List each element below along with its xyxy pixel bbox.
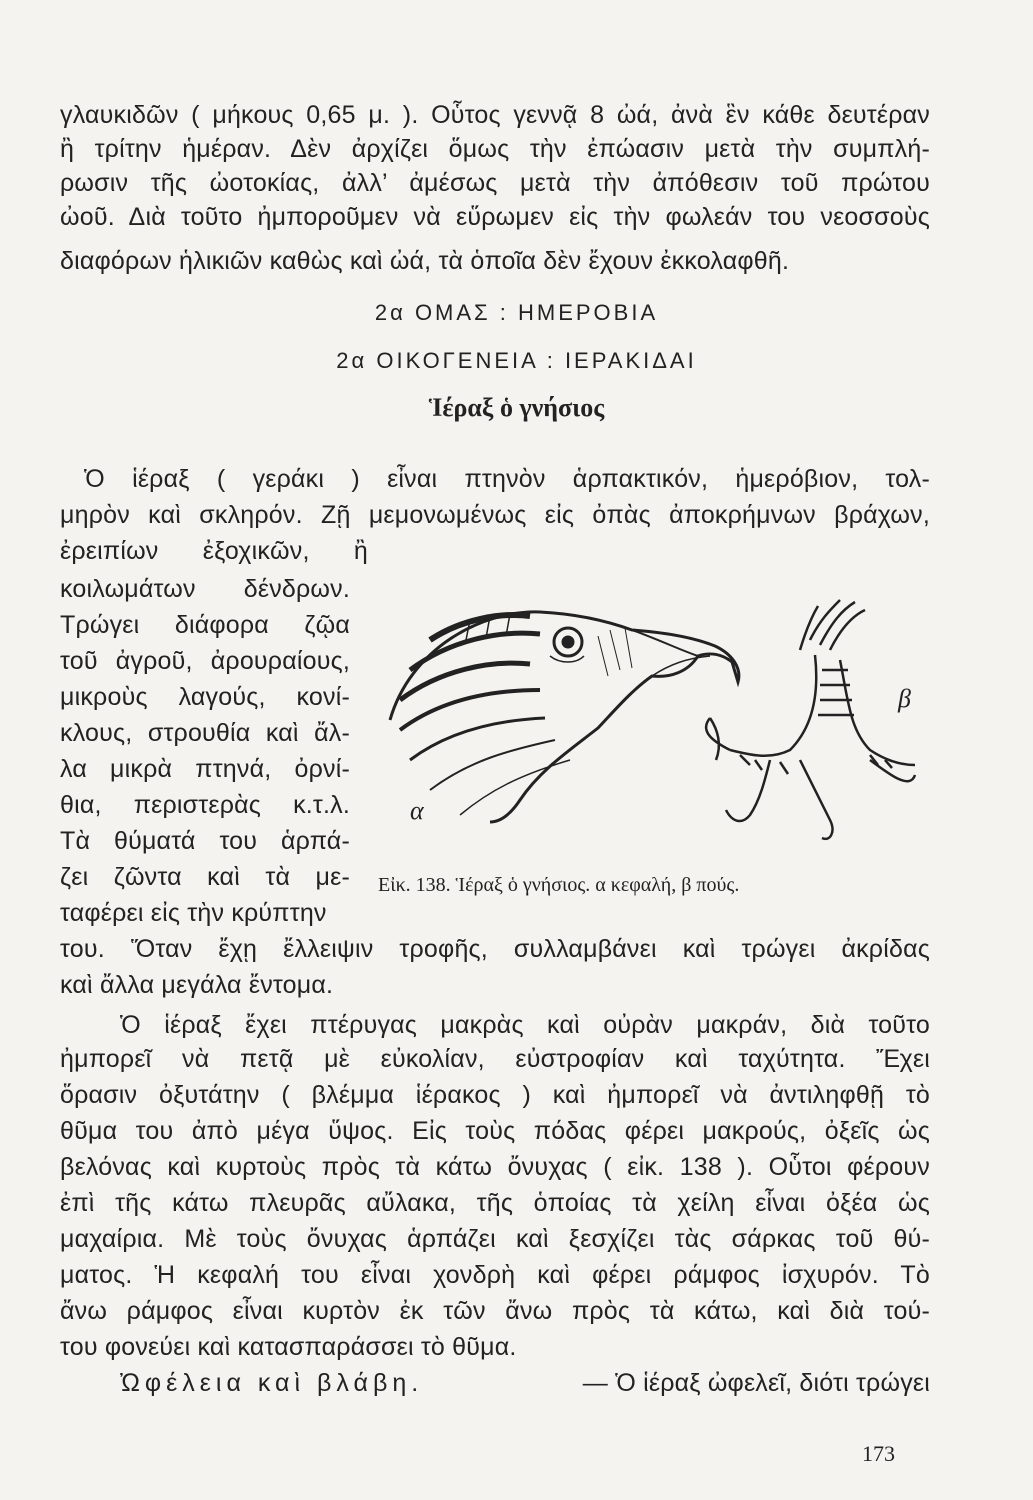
text-line: ματος. Ἡ κεφαλή του εἶναι χονδρὴ καὶ φέρει ράμφος ἰσχυρόν. Τὸ <box>60 1261 930 1289</box>
text-line: Ὁ ἱέραξ ἔχει πτέρυγας μακρὰς καὶ οὐρὰν μακράν, διὰ τοῦτο <box>120 1011 930 1039</box>
text-line: Ὁ ἱέραξ ( γεράκι ) εἶναι πτηνὸν ἁρπακτικόν, ἡμερόβιον, τολ- <box>84 465 930 493</box>
text-line: ταφέρει εἰς τὴν κρύπτην <box>60 899 327 927</box>
text-line: καὶ ἄλλα μεγάλα ἔντομα. <box>60 971 334 999</box>
figure-caption: Εἰκ. 138. Ἱέραξ ὁ γνήσιος. α κεφαλή, β πούς. <box>378 874 740 896</box>
text-line: ζει ζῶντα καὶ τὰ με- <box>60 863 350 891</box>
benefit-text: — Ὁ ἱέραξ ὠφελεῖ, διότι τρώγει <box>582 1369 930 1397</box>
text-line: θῦμα του ἀπὸ μέγα ὕψος. Εἰς τοὺς πόδας φέρει μακρούς, ὀξεῖς ὡς <box>60 1117 930 1145</box>
text-line: μηρὸν καὶ σκληρόν. Ζῇ μεμονωμένως εἰς ὀπὰς ἀποκρήμνων βράχων, <box>60 501 930 529</box>
text-line: τοῦ ἀγροῦ, ἀρουραίους, <box>60 647 350 675</box>
text-line: ὠοῦ. Διὰ τοῦτο ἠμποροῦμεν νὰ εὕρωμεν εἰς τὴν φωλεάν του νεοσσοὺς <box>60 203 930 231</box>
text-line: ἄνω ράμφος εἶναι κυρτὸν ἐκ τῶν ἄνω πρὸς τὰ κάτω, καὶ διὰ τού- <box>60 1297 930 1325</box>
text-line: βελόνας καὶ κυρτοὺς πρὸς τὰ κάτω ὄνυχας ( εἰκ. 138 ). Οὗτοι φέρουν <box>60 1153 930 1181</box>
text-line: ὅρασιν ὀξυτάτην ( βλέμμα ἱέρακος ) καὶ ἠμπορεῖ νὰ ἀντιληφθῇ τὸ <box>60 1081 930 1109</box>
benefit-line <box>120 1366 930 1400</box>
text-line: ἐπὶ τῆς κάτω πλευρᾶς αὔλακα, τῆς ὁποίας τὰ χείλη εἶναι ὀξέα ὡς <box>60 1189 930 1217</box>
text-line: κλους, στρουθία καὶ ἄλ- <box>60 719 350 747</box>
text-line: Τὰ θύματά του ἁρπά- <box>60 827 350 855</box>
hawk-illustration <box>370 560 930 860</box>
benefit-heading: Ὠφέλεια καὶ βλάβη. <box>120 1369 424 1397</box>
text-line: ἐρειπίων ἐξοχικῶν, ἢ <box>60 537 368 565</box>
figure-label-b: β <box>898 684 911 713</box>
text-line: λα μικρὰ πτηνά, ὀρνί- <box>60 755 350 783</box>
species-title: Ἱέραξ ὁ γνήσιος <box>428 393 605 422</box>
text-line: μικροὺς λαγούς, κονί- <box>60 683 350 711</box>
text-line: ρωσιν τῆς ὠοτοκίας, ἀλλ’ ἀμέσως μετὰ τὴν ἀπόθεσιν τοῦ πρώτου <box>60 169 930 197</box>
text-line: διαφόρων ἡλικιῶν καθὼς καὶ ὠά, τὰ ὁποῖα δὲν ἔχουν ἐκκολαφθῆ. <box>60 247 790 275</box>
text-line: ἠμπορεῖ νὰ πετᾷ μὲ εὐκολίαν, εὐστροφίαν καὶ ταχύτητα. Ἔχει <box>60 1045 930 1073</box>
hawk-foot-drawing <box>706 600 915 839</box>
hawk-head-drawing <box>390 612 739 822</box>
figure-hawk <box>370 560 930 860</box>
text-line: ἢ τρίτην ἡμέραν. Δὲν ἀρχίζει ὅμως τὴν ἐπώασιν μετὰ τὴν συμπλή- <box>60 135 930 163</box>
text-line: του φονεύει καὶ κατασπαράσσει τὸ θῦμα. <box>60 1333 517 1361</box>
page-number: 173 <box>862 1441 895 1466</box>
text-line: του. Ὅταν ἔχῃ ἔλλειψιν τροφῆς, συλλαμβάνει καὶ τρώγει ἀκρίδας <box>60 935 930 963</box>
figure-label-a: α <box>410 796 424 825</box>
text-line: Τρώγει διάφορα ζῷα <box>60 611 350 639</box>
family-heading: 2α ΟΙΚΟΓΕΝΕΙΑ : ΙΕΡΑΚΙΔΑΙ <box>336 348 697 373</box>
text-line: γλαυκιδῶν ( μήκους 0,65 μ. ). Οὗτος γεννᾷ 8 ὠά, ἀνὰ ἓν κάθε δευτέραν <box>60 101 930 129</box>
group-heading: 2α ΟΜΑΣ : ΗΜΕΡΟΒΙΑ <box>374 300 659 325</box>
text-line: μαχαίρια. Μὲ τοὺς ὄνυχας ἁρπάζει καὶ ξεσχίζει τὰς σάρκας τοῦ θύ- <box>60 1225 930 1253</box>
text-line: θια, περιστερὰς κ.τ.λ. <box>60 791 350 819</box>
text-line: κοιλωμάτων δένδρων. <box>60 575 350 603</box>
